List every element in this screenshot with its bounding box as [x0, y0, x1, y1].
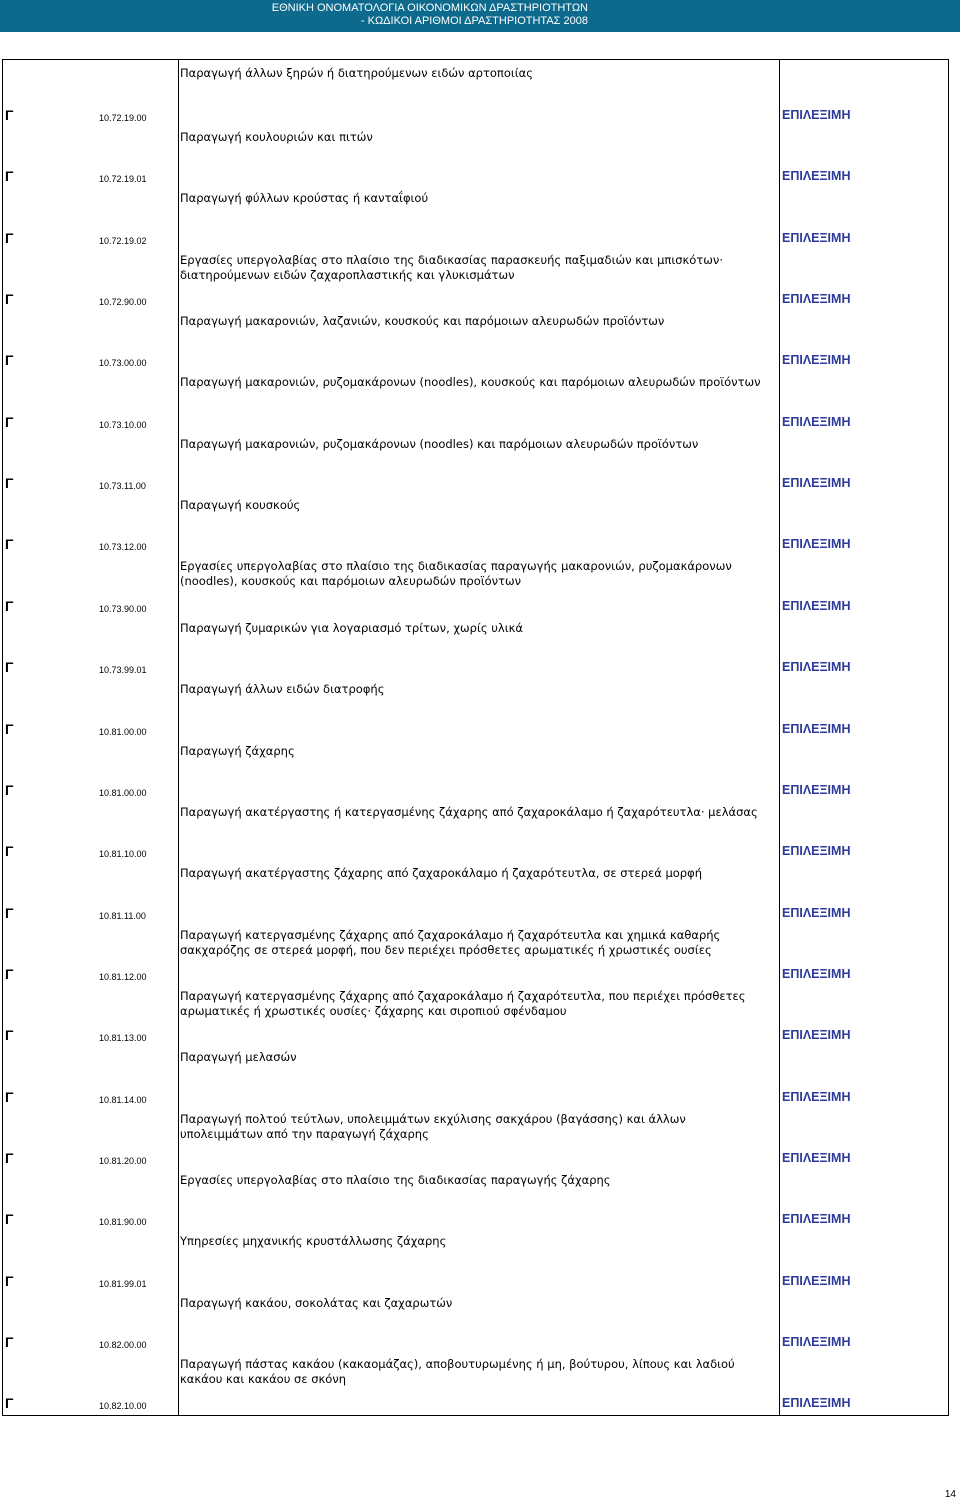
header-title-line2: - ΚΩΔΙΚΟΙ ΑΡΙΘΜΟΙ ΔΡΑΣΤΗΡΙΟΤΗΤΑΣ 2008: [360, 15, 588, 27]
activity-code: 10.81.14.00: [99, 1094, 147, 1105]
activity-code: 10.72.19.01: [99, 174, 147, 185]
eligibility-status: ΕΠΙΛΕΞΙΜΗ: [782, 414, 851, 429]
activity-code: 10.72.19.00: [99, 113, 147, 123]
column-divider: [2, 59, 3, 1416]
group-letter: Γ: [5, 1211, 14, 1228]
document-header: [0, 0, 960, 32]
eligibility-status: ΕΠΙΛΕΞΙΜΗ: [782, 1150, 851, 1165]
eligibility-status: ΕΠΙΛΕΞΙΜΗ: [782, 598, 851, 613]
activity-description: Εργασίες υπεργολαβίας στο πλαίσιο της διαδικασίας παρασκευής παξιμαδιών και μπισκότων· διατηρούμενων ειδών ζαχαροπλαστικής και γλυκισμάτων: [180, 252, 723, 282]
eligibility-status: ΕΠΙΛΕΞΙΜΗ: [782, 1273, 851, 1288]
eligibility-status: ΕΠΙΛΕΞΙΜΗ: [782, 476, 851, 491]
eligibility-status: ΕΠΙΛΕΞΙΜΗ: [782, 353, 851, 368]
group-letter: Γ: [5, 475, 14, 492]
activity-description: Παραγωγή φύλλων κρούστας ή κανταΐφιού: [180, 191, 429, 206]
eligibility-status: ΕΠΙΛΕΞΙΜΗ: [782, 1212, 851, 1227]
activity-description: Παραγωγή ζάχαρης: [180, 743, 295, 758]
activity-code: 10.72.19.02: [99, 235, 147, 246]
activity-code: 10.73.99.01: [99, 665, 147, 676]
activity-description: Υπηρεσίες μηχανικής κρυστάλλωσης ζάχαρης: [180, 1234, 447, 1249]
activity-code: 10.81.12.00: [99, 971, 147, 982]
activity-description: Εργασίες υπεργολαβίας στο πλαίσιο της διαδικασίας παραγωγής ζάχαρης: [180, 1172, 611, 1187]
activity-description: Παραγωγή άλλων ξηρών ή διατηρούμενων ειδών αρτοποιίας: [180, 66, 533, 80]
table-bottom-border: [2, 1415, 949, 1416]
group-letter: Γ: [5, 107, 14, 123]
group-letter: Γ: [5, 229, 14, 246]
group-letter: Γ: [5, 352, 14, 369]
activity-code: 10.72.90.00: [99, 297, 147, 308]
activity-code: 10.81.00.00: [99, 726, 147, 737]
activity-code: 10.81.11.00: [99, 910, 146, 921]
activity-code: 10.81.10.00: [99, 849, 147, 860]
group-letter: Γ: [5, 1272, 14, 1289]
eligibility-status: ΕΠΙΛΕΞΙΜΗ: [782, 108, 851, 122]
group-letter: Γ: [5, 168, 14, 185]
activity-code: 10.81.13.00: [99, 1033, 147, 1044]
group-letter: Γ: [5, 1027, 14, 1044]
eligibility-status: ΕΠΙΛΕΞΙΜΗ: [782, 782, 851, 797]
activity-description: Παραγωγή κουλουριών και πιτών: [180, 130, 373, 144]
activity-description: Παραγωγή πολτού τεύτλων, υπολειμμάτων εκχύλισης σακχάρου (βαγάσσης) και άλλων υπολειμμάτων από την παραγωγή ζάχαρης: [180, 1111, 686, 1141]
activity-description: Παραγωγή κακάου, σοκολάτας και ζαχαρωτών: [180, 1295, 453, 1310]
rows-overlay: [0, 59, 960, 1416]
group-letter: Γ: [5, 1334, 14, 1350]
activity-code: 10.73.00.00: [99, 358, 147, 369]
eligibility-status: ΕΠΙΛΕΞΙΜΗ: [782, 966, 851, 981]
eligibility-status: ΕΠΙΛΕΞΙΜΗ: [782, 292, 851, 307]
eligibility-status: ΕΠΙΛΕΞΙΜΗ: [782, 844, 851, 859]
activity-code: 10.73.90.00: [99, 603, 147, 614]
activity-code: 10.81.90.00: [99, 1217, 147, 1228]
activity-code: 10.73.11.00: [99, 481, 146, 492]
activity-description: Παραγωγή μελασών: [180, 1050, 297, 1065]
group-letter: Γ: [5, 659, 14, 676]
activity-description: Παραγωγή ακατέργαστης ζάχαρης από ζαχαροκάλαμο ή ζαχαρότευτλα, σε στερεά μορφή: [180, 866, 702, 881]
page-number: 14: [944, 1489, 956, 1500]
table-top-border: [2, 59, 949, 60]
group-letter: Γ: [5, 1395, 14, 1412]
group-letter: Γ: [5, 1149, 14, 1166]
eligibility-status: ΕΠΙΛΕΞΙΜΗ: [782, 660, 851, 675]
group-letter: Γ: [5, 536, 14, 553]
activity-code: 10.82.00.00: [99, 1340, 147, 1350]
eligibility-status: ΕΠΙΛΕΞΙΜΗ: [782, 1089, 851, 1104]
group-letter: Γ: [5, 413, 14, 430]
activity-description: Παραγωγή άλλων ειδών διατροφής: [180, 682, 385, 697]
activity-code: 10.81.99.01: [99, 1278, 147, 1289]
group-letter: Γ: [5, 781, 14, 798]
activity-description: Παραγωγή ζυμαρικών για λογαριασμό τρίτων, χωρίς υλικά: [180, 620, 523, 635]
activity-description: Παραγωγή ακατέργαστης ή κατεργασμένης ζάχαρης από ζαχαροκάλαμο ή ζαχαρότευτλα· μελάσας: [180, 804, 758, 819]
eligibility-status: ΕΠΙΛΕΞΙΜΗ: [782, 1396, 851, 1411]
activity-description: Παραγωγή πάστας κακάου (κακαομάζας), αποβουτυρωμένης ή μη, βούτυρου, λίπους και λαδιού κακάου και κακάου σε σκόνη: [180, 1357, 735, 1386]
eligibility-status: ΕΠΙΛΕΞΙΜΗ: [782, 169, 851, 184]
activity-description: Εργασίες υπεργολαβίας στο πλαίσιο της διαδικασίας παραγωγής μακαρονιών, ρυζομακάρονων (noodles), κουσκούς και παρόμοιων αλευρωδών προϊόντων: [180, 559, 732, 589]
activity-description: Παραγωγή κατεργασμένης ζάχαρης από ζαχαροκάλαμο ή ζαχαρότευτλα, που περιέχει πρόσθετες αρωματικές ή χρωστικές ουσίες· ζάχαρης και σιροπιού σφένδαμου: [180, 988, 746, 1018]
activity-description: Παραγωγή μακαρονιών, ρυζομακάρονων (noodles), κουσκούς και παρόμοιων αλευρωδών προϊόντων: [180, 375, 761, 390]
eligibility-status: ΕΠΙΛΕΞΙΜΗ: [782, 230, 851, 245]
column-divider: [178, 59, 179, 1416]
group-letter: Γ: [5, 1088, 14, 1105]
group-letter: Γ: [5, 291, 14, 308]
eligibility-status: ΕΠΙΛΕΞΙΜΗ: [782, 721, 851, 736]
group-letter: Γ: [5, 904, 14, 921]
column-divider: [779, 59, 780, 1416]
column-divider: [948, 59, 949, 1416]
activity-description: Παραγωγή μακαρονιών, λαζανιών, κουσκούς και παρόμοιων αλευρωδών προϊόντων: [180, 314, 665, 329]
activity-code: 10.81.00.00: [99, 787, 147, 798]
activity-description: Παραγωγή κουσκούς: [180, 498, 301, 513]
activity-code: 10.82.10.00: [99, 1401, 147, 1412]
activity-description: Παραγωγή μακαρονιών, ρυζομακάρονων (noodles) και παρόμοιων αλευρωδών προϊόντων: [180, 436, 699, 451]
eligibility-status: ΕΠΙΛΕΞΙΜΗ: [782, 1028, 851, 1043]
activity-description: Παραγωγή κατεργασμένης ζάχαρης από ζαχαροκάλαμο ή ζαχαρότευτλα και χημικά καθαρής σακχαρόζης σε στερεά μορφή, που δεν περιέχει πρόσθετες αρωματικές ή χρωστικές ουσίες: [180, 927, 721, 957]
group-letter: Γ: [5, 965, 14, 982]
header-title-line1: ΕΘΝΙΚΗ ΟΝΟΜΑΤΟΛΟΓΙΑ ΟΙΚΟΝΟΜΙΚΩΝ ΔΡΑΣΤΗΡΙΟΤΗΤΩΝ: [271, 2, 588, 14]
eligibility-status: ΕΠΙΛΕΞΙΜΗ: [782, 1335, 851, 1349]
activity-code: 10.81.20.00: [99, 1155, 147, 1166]
group-letter: Γ: [5, 597, 14, 614]
eligibility-status: ΕΠΙΛΕΞΙΜΗ: [782, 537, 851, 552]
group-letter: Γ: [5, 720, 14, 737]
eligibility-status: ΕΠΙΛΕΞΙΜΗ: [782, 905, 851, 920]
activity-code: 10.73.12.00: [99, 542, 147, 553]
activity-code: 10.73.10.00: [99, 419, 147, 430]
group-letter: Γ: [5, 843, 14, 860]
